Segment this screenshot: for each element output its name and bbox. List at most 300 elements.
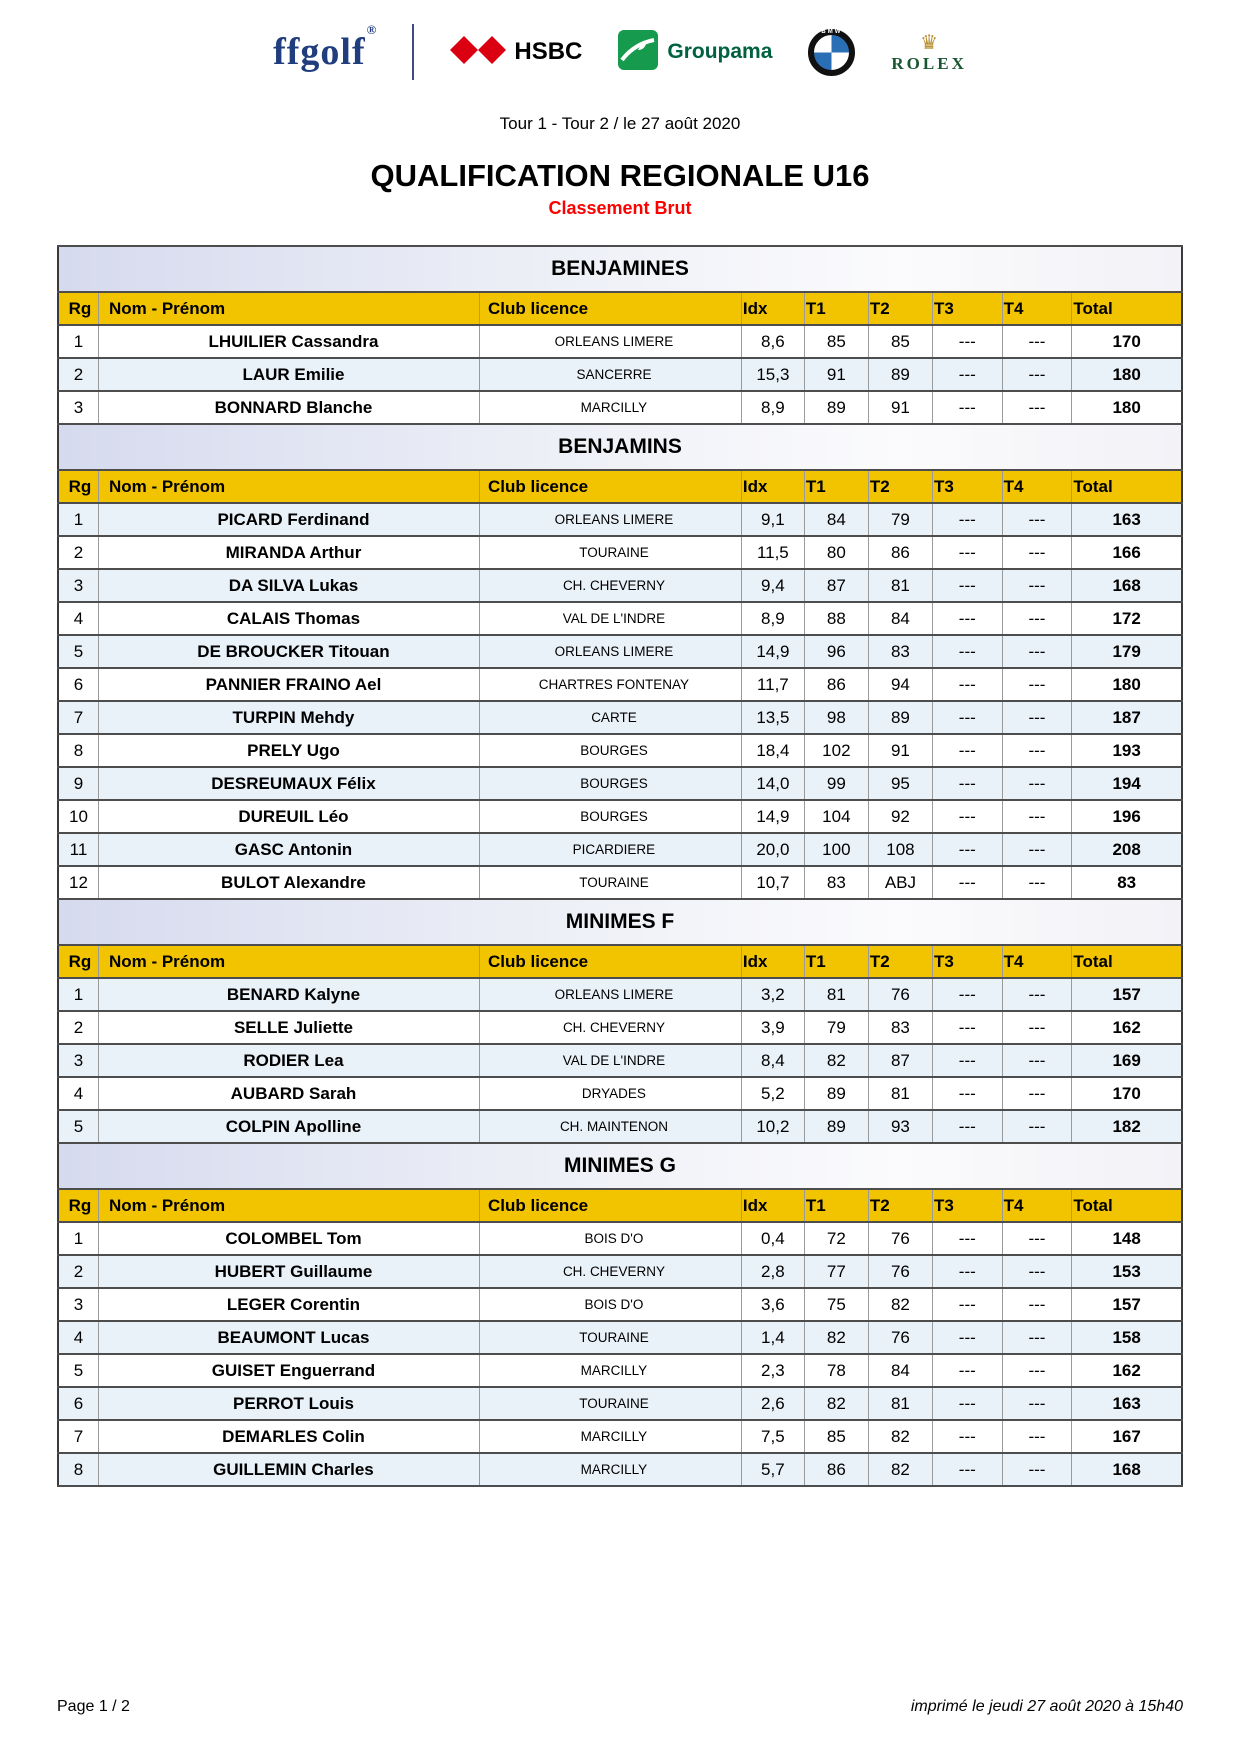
t3-cell: --- [932, 1044, 1002, 1077]
rank-cell: 3 [58, 391, 98, 424]
idx-cell: 9,4 [741, 569, 804, 602]
t2-cell: 76 [868, 1321, 932, 1354]
t3-cell: --- [932, 391, 1002, 424]
name-cell: GASC Antonin [98, 833, 479, 866]
idx-cell: 14,0 [741, 767, 804, 800]
t1-cell: 79 [804, 1011, 868, 1044]
t4-cell: --- [1002, 1222, 1072, 1255]
column-header: Idx [741, 945, 804, 978]
t2-cell: 91 [868, 391, 932, 424]
column-header: Rg [58, 292, 98, 325]
rank-cell: 2 [58, 536, 98, 569]
page-footer [57, 1698, 1183, 1716]
t3-cell: --- [932, 866, 1002, 899]
t4-cell: --- [1002, 800, 1072, 833]
rank-cell: 9 [58, 767, 98, 800]
total-cell: 170 [1072, 1077, 1182, 1110]
club-cell: CH. CHEVERNY [480, 1011, 742, 1044]
t3-cell: --- [932, 358, 1002, 391]
t3-cell: --- [932, 1011, 1002, 1044]
table-row [58, 569, 1182, 602]
column-header: Nom - Prénom [98, 945, 479, 978]
t4-cell: --- [1002, 668, 1072, 701]
idx-cell: 18,4 [741, 734, 804, 767]
t2-cell: 82 [868, 1288, 932, 1321]
t1-cell: 99 [804, 767, 868, 800]
club-cell: ORLEANS LIMERE [480, 503, 742, 536]
total-cell: 163 [1072, 503, 1182, 536]
name-cell: DE BROUCKER Titouan [98, 635, 479, 668]
idx-cell: 2,8 [741, 1255, 804, 1288]
total-cell: 158 [1072, 1321, 1182, 1354]
t4-cell: --- [1002, 536, 1072, 569]
name-cell: COLPIN Apolline [98, 1110, 479, 1143]
t2-cell: ABJ [868, 866, 932, 899]
total-cell: 179 [1072, 635, 1182, 668]
total-cell: 153 [1072, 1255, 1182, 1288]
t1-cell: 85 [804, 325, 868, 358]
table-row [58, 1044, 1182, 1077]
t3-cell: --- [932, 635, 1002, 668]
name-cell: BONNARD Blanche [98, 391, 479, 424]
rank-cell: 6 [58, 1387, 98, 1420]
club-cell: TOURAINE [480, 1387, 742, 1420]
groupama-logo [618, 30, 772, 75]
column-header: Rg [58, 945, 98, 978]
classement-subtitle: Classement Brut [548, 198, 692, 218]
t1-cell: 82 [804, 1044, 868, 1077]
table-row [58, 1420, 1182, 1453]
club-cell: BOIS D'O [480, 1288, 742, 1321]
t4-cell: --- [1002, 1077, 1072, 1110]
club-cell: MARCILLY [480, 1354, 742, 1387]
t4-cell: --- [1002, 1044, 1072, 1077]
idx-cell: 5,2 [741, 1077, 804, 1110]
ffgolf-wordmark: ffgolf [273, 31, 366, 73]
section-band-row [58, 1143, 1182, 1189]
column-header: T3 [932, 292, 1002, 325]
table-row [58, 1387, 1182, 1420]
t2-cell: 79 [868, 503, 932, 536]
groupama-square-icon [618, 30, 658, 75]
column-header: Nom - Prénom [98, 292, 479, 325]
rank-cell: 1 [58, 1222, 98, 1255]
table-row [58, 1321, 1182, 1354]
t4-cell: --- [1002, 391, 1072, 424]
name-cell: PANNIER FRAINO Ael [98, 668, 479, 701]
name-cell: DUREUIL Léo [98, 800, 479, 833]
column-header: T2 [868, 945, 932, 978]
t1-cell: 85 [804, 1420, 868, 1453]
page-title: QUALIFICATION REGIONALE U16 [370, 158, 870, 193]
t4-cell: --- [1002, 1420, 1072, 1453]
t2-cell: 87 [868, 1044, 932, 1077]
t2-cell: 81 [868, 1387, 932, 1420]
rank-cell: 2 [58, 1011, 98, 1044]
t4-cell: --- [1002, 569, 1072, 602]
total-cell: 166 [1072, 536, 1182, 569]
column-header: T4 [1002, 1189, 1072, 1222]
t2-cell: 85 [868, 325, 932, 358]
column-header: T3 [932, 1189, 1002, 1222]
t3-cell: --- [932, 1077, 1002, 1110]
column-header: T4 [1002, 470, 1072, 503]
t1-cell: 88 [804, 602, 868, 635]
section-title: BENJAMINES [58, 246, 1182, 292]
idx-cell: 10,2 [741, 1110, 804, 1143]
club-cell: TOURAINE [480, 536, 742, 569]
t3-cell: --- [932, 1387, 1002, 1420]
name-cell: AUBARD Sarah [98, 1077, 479, 1110]
t1-cell: 77 [804, 1255, 868, 1288]
t3-cell: --- [932, 978, 1002, 1011]
t3-cell: --- [932, 602, 1002, 635]
column-header: Nom - Prénom [98, 1189, 479, 1222]
groupama-wordmark: Groupama [667, 40, 773, 63]
total-cell: 180 [1072, 668, 1182, 701]
t4-cell: --- [1002, 734, 1072, 767]
bmw-wordmark: BMW [821, 28, 843, 35]
idx-cell: 13,5 [741, 701, 804, 734]
table-row [58, 325, 1182, 358]
tour-date-line: Tour 1 - Tour 2 / le 27 août 2020 [499, 114, 741, 133]
club-cell: CHARTRES FONTENAY [480, 668, 742, 701]
table-row [58, 536, 1182, 569]
section-title: BENJAMINS [58, 424, 1182, 470]
table-row [58, 978, 1182, 1011]
club-cell: MARCILLY [480, 391, 742, 424]
idx-cell: 5,7 [741, 1453, 804, 1486]
section-band-row [58, 899, 1182, 945]
section-band-row [58, 424, 1182, 470]
t2-cell: 94 [868, 668, 932, 701]
t2-cell: 81 [868, 1077, 932, 1110]
table-row [58, 767, 1182, 800]
total-cell: 157 [1072, 1288, 1182, 1321]
t4-cell: --- [1002, 767, 1072, 800]
t4-cell: --- [1002, 833, 1072, 866]
column-header: Total [1072, 1189, 1182, 1222]
t4-cell: --- [1002, 1354, 1072, 1387]
rank-cell: 8 [58, 734, 98, 767]
club-cell: VAL DE L'INDRE [480, 602, 742, 635]
t4-cell: --- [1002, 1288, 1072, 1321]
t4-cell: --- [1002, 866, 1072, 899]
t1-cell: 82 [804, 1387, 868, 1420]
name-cell: DA SILVA Lukas [98, 569, 479, 602]
t3-cell: --- [932, 503, 1002, 536]
table-row [58, 1222, 1182, 1255]
column-header: Total [1072, 470, 1182, 503]
idx-cell: 3,9 [741, 1011, 804, 1044]
t2-cell: 81 [868, 569, 932, 602]
column-header: T2 [868, 1189, 932, 1222]
total-cell: 168 [1072, 569, 1182, 602]
rank-cell: 3 [58, 1044, 98, 1077]
t1-cell: 104 [804, 800, 868, 833]
t2-cell: 82 [868, 1453, 932, 1486]
t4-cell: --- [1002, 1387, 1072, 1420]
name-cell: LAUR Emilie [98, 358, 479, 391]
name-cell: COLOMBEL Tom [98, 1222, 479, 1255]
total-cell: 168 [1072, 1453, 1182, 1486]
total-cell: 196 [1072, 800, 1182, 833]
club-cell: TOURAINE [480, 1321, 742, 1354]
name-cell: HUBERT Guillaume [98, 1255, 479, 1288]
idx-cell: 7,5 [741, 1420, 804, 1453]
idx-cell: 8,9 [741, 391, 804, 424]
total-cell: 169 [1072, 1044, 1182, 1077]
t3-cell: --- [932, 1110, 1002, 1143]
t1-cell: 86 [804, 668, 868, 701]
t1-cell: 89 [804, 1077, 868, 1110]
t3-cell: --- [932, 1321, 1002, 1354]
results-table [57, 245, 1183, 1487]
t4-cell: --- [1002, 978, 1072, 1011]
idx-cell: 2,3 [741, 1354, 804, 1387]
rank-cell: 12 [58, 866, 98, 899]
total-cell: 170 [1072, 325, 1182, 358]
rank-cell: 4 [58, 602, 98, 635]
t2-cell: 84 [868, 1354, 932, 1387]
column-header: Club licence [480, 470, 742, 503]
table-row [58, 668, 1182, 701]
club-cell: BOURGES [480, 734, 742, 767]
t1-cell: 81 [804, 978, 868, 1011]
t2-cell: 108 [868, 833, 932, 866]
rank-cell: 5 [58, 1354, 98, 1387]
sponsor-logo-bar [0, 0, 1240, 88]
column-header: T1 [804, 1189, 868, 1222]
column-header: T3 [932, 945, 1002, 978]
name-cell: LHUILIER Cassandra [98, 325, 479, 358]
column-header: Total [1072, 292, 1182, 325]
column-header: Club licence [480, 1189, 742, 1222]
name-cell: RODIER Lea [98, 1044, 479, 1077]
club-cell: MARCILLY [480, 1453, 742, 1486]
idx-cell: 8,9 [741, 602, 804, 635]
table-row [58, 1354, 1182, 1387]
t3-cell: --- [932, 536, 1002, 569]
club-cell: ORLEANS LIMERE [480, 325, 742, 358]
name-cell: CALAIS Thomas [98, 602, 479, 635]
section-band-row [58, 246, 1182, 292]
idx-cell: 0,4 [741, 1222, 804, 1255]
table-row [58, 635, 1182, 668]
table-row [58, 602, 1182, 635]
total-cell: 157 [1072, 978, 1182, 1011]
t4-cell: --- [1002, 1011, 1072, 1044]
t3-cell: --- [932, 1354, 1002, 1387]
name-cell: BEAUMONT Lucas [98, 1321, 479, 1354]
column-header: T4 [1002, 292, 1072, 325]
rank-cell: 1 [58, 503, 98, 536]
club-cell: ORLEANS LIMERE [480, 978, 742, 1011]
column-header: T3 [932, 470, 1002, 503]
table-row [58, 1110, 1182, 1143]
total-cell: 148 [1072, 1222, 1182, 1255]
idx-cell: 9,1 [741, 503, 804, 536]
name-cell: TURPIN Mehdy [98, 701, 479, 734]
column-header: Club licence [480, 292, 742, 325]
name-cell: DESREUMAUX Félix [98, 767, 479, 800]
table-row [58, 1453, 1182, 1486]
total-cell: 83 [1072, 866, 1182, 899]
column-header: Idx [741, 470, 804, 503]
club-cell: CH. MAINTENON [480, 1110, 742, 1143]
t1-cell: 86 [804, 1453, 868, 1486]
t1-cell: 82 [804, 1321, 868, 1354]
column-header: Idx [741, 1189, 804, 1222]
rank-cell: 2 [58, 358, 98, 391]
t4-cell: --- [1002, 1453, 1072, 1486]
club-cell: BOURGES [480, 767, 742, 800]
club-cell: DRYADES [480, 1077, 742, 1110]
column-header: T1 [804, 470, 868, 503]
idx-cell: 10,7 [741, 866, 804, 899]
t1-cell: 83 [804, 866, 868, 899]
idx-cell: 3,2 [741, 978, 804, 1011]
column-header-row [58, 945, 1182, 978]
rank-cell: 11 [58, 833, 98, 866]
t3-cell: --- [932, 668, 1002, 701]
t1-cell: 80 [804, 536, 868, 569]
idx-cell: 11,7 [741, 668, 804, 701]
column-header: Nom - Prénom [98, 470, 479, 503]
printed-timestamp: imprimé le jeudi 27 août 2020 à 15h40 [910, 1698, 1183, 1715]
t4-cell: --- [1002, 1110, 1072, 1143]
t2-cell: 82 [868, 1420, 932, 1453]
column-header: T4 [1002, 945, 1072, 978]
t3-cell: --- [932, 701, 1002, 734]
rank-cell: 5 [58, 635, 98, 668]
rank-cell: 4 [58, 1321, 98, 1354]
t2-cell: 93 [868, 1110, 932, 1143]
total-cell: 193 [1072, 734, 1182, 767]
t2-cell: 95 [868, 767, 932, 800]
t3-cell: --- [932, 800, 1002, 833]
idx-cell: 8,4 [741, 1044, 804, 1077]
logo-divider [412, 24, 414, 80]
club-cell: TOURAINE [480, 866, 742, 899]
t2-cell: 83 [868, 1011, 932, 1044]
t4-cell: --- [1002, 701, 1072, 734]
total-cell: 172 [1072, 602, 1182, 635]
club-cell: BOIS D'O [480, 1222, 742, 1255]
club-cell: PICARDIERE [480, 833, 742, 866]
column-header-row [58, 292, 1182, 325]
rank-cell: 8 [58, 1453, 98, 1486]
total-cell: 194 [1072, 767, 1182, 800]
idx-cell: 11,5 [741, 536, 804, 569]
column-header-row [58, 1189, 1182, 1222]
total-cell: 180 [1072, 391, 1182, 424]
total-cell: 162 [1072, 1011, 1182, 1044]
rank-cell: 10 [58, 800, 98, 833]
t4-cell: --- [1002, 358, 1072, 391]
t4-cell: --- [1002, 602, 1072, 635]
table-row [58, 503, 1182, 536]
club-cell: CH. CHEVERNY [480, 569, 742, 602]
idx-cell: 3,6 [741, 1288, 804, 1321]
registered-mark-icon: ® [366, 22, 378, 38]
bmw-roundel-icon [808, 29, 855, 76]
t3-cell: --- [932, 569, 1002, 602]
page-number: Page 1 / 2 [57, 1698, 130, 1715]
name-cell: GUISET Enguerrand [98, 1354, 479, 1387]
table-row [58, 734, 1182, 767]
t4-cell: --- [1002, 635, 1072, 668]
t3-cell: --- [932, 734, 1002, 767]
column-header: Rg [58, 470, 98, 503]
rank-cell: 4 [58, 1077, 98, 1110]
column-header: T1 [804, 292, 868, 325]
ffgolf-logo [273, 22, 378, 73]
total-cell: 162 [1072, 1354, 1182, 1387]
name-cell: PICARD Ferdinand [98, 503, 479, 536]
t3-cell: --- [932, 325, 1002, 358]
idx-cell: 14,9 [741, 635, 804, 668]
name-cell: PRELY Ugo [98, 734, 479, 767]
name-cell: SELLE Juliette [98, 1011, 479, 1044]
rolex-logo [891, 33, 966, 72]
column-header: Total [1072, 945, 1182, 978]
t1-cell: 91 [804, 358, 868, 391]
total-cell: 167 [1072, 1420, 1182, 1453]
t3-cell: --- [932, 767, 1002, 800]
column-header: Club licence [480, 945, 742, 978]
idx-cell: 1,4 [741, 1321, 804, 1354]
club-cell: CH. CHEVERNY [480, 1255, 742, 1288]
t2-cell: 89 [868, 701, 932, 734]
rank-cell: 3 [58, 569, 98, 602]
club-cell: ORLEANS LIMERE [480, 635, 742, 668]
name-cell: PERROT Louis [98, 1387, 479, 1420]
table-row [58, 391, 1182, 424]
section-title: MINIMES F [58, 899, 1182, 945]
t3-cell: --- [932, 1222, 1002, 1255]
t2-cell: 83 [868, 635, 932, 668]
rank-cell: 2 [58, 1255, 98, 1288]
table-row [58, 358, 1182, 391]
club-cell: MARCILLY [480, 1420, 742, 1453]
t3-cell: --- [932, 1255, 1002, 1288]
club-cell: BOURGES [480, 800, 742, 833]
t1-cell: 102 [804, 734, 868, 767]
rank-cell: 6 [58, 668, 98, 701]
t2-cell: 76 [868, 978, 932, 1011]
club-cell: CARTE [480, 701, 742, 734]
name-cell: MIRANDA Arthur [98, 536, 479, 569]
t2-cell: 76 [868, 1255, 932, 1288]
t2-cell: 86 [868, 536, 932, 569]
t1-cell: 72 [804, 1222, 868, 1255]
t2-cell: 89 [868, 358, 932, 391]
club-cell: SANCERRE [480, 358, 742, 391]
t4-cell: --- [1002, 503, 1072, 536]
t4-cell: --- [1002, 1255, 1072, 1288]
column-header: T2 [868, 470, 932, 503]
t1-cell: 84 [804, 503, 868, 536]
table-row [58, 701, 1182, 734]
section-title: MINIMES G [58, 1143, 1182, 1189]
total-cell: 187 [1072, 701, 1182, 734]
t1-cell: 78 [804, 1354, 868, 1387]
table-row [58, 1077, 1182, 1110]
column-header: T2 [868, 292, 932, 325]
idx-cell: 2,6 [741, 1387, 804, 1420]
rank-cell: 3 [58, 1288, 98, 1321]
